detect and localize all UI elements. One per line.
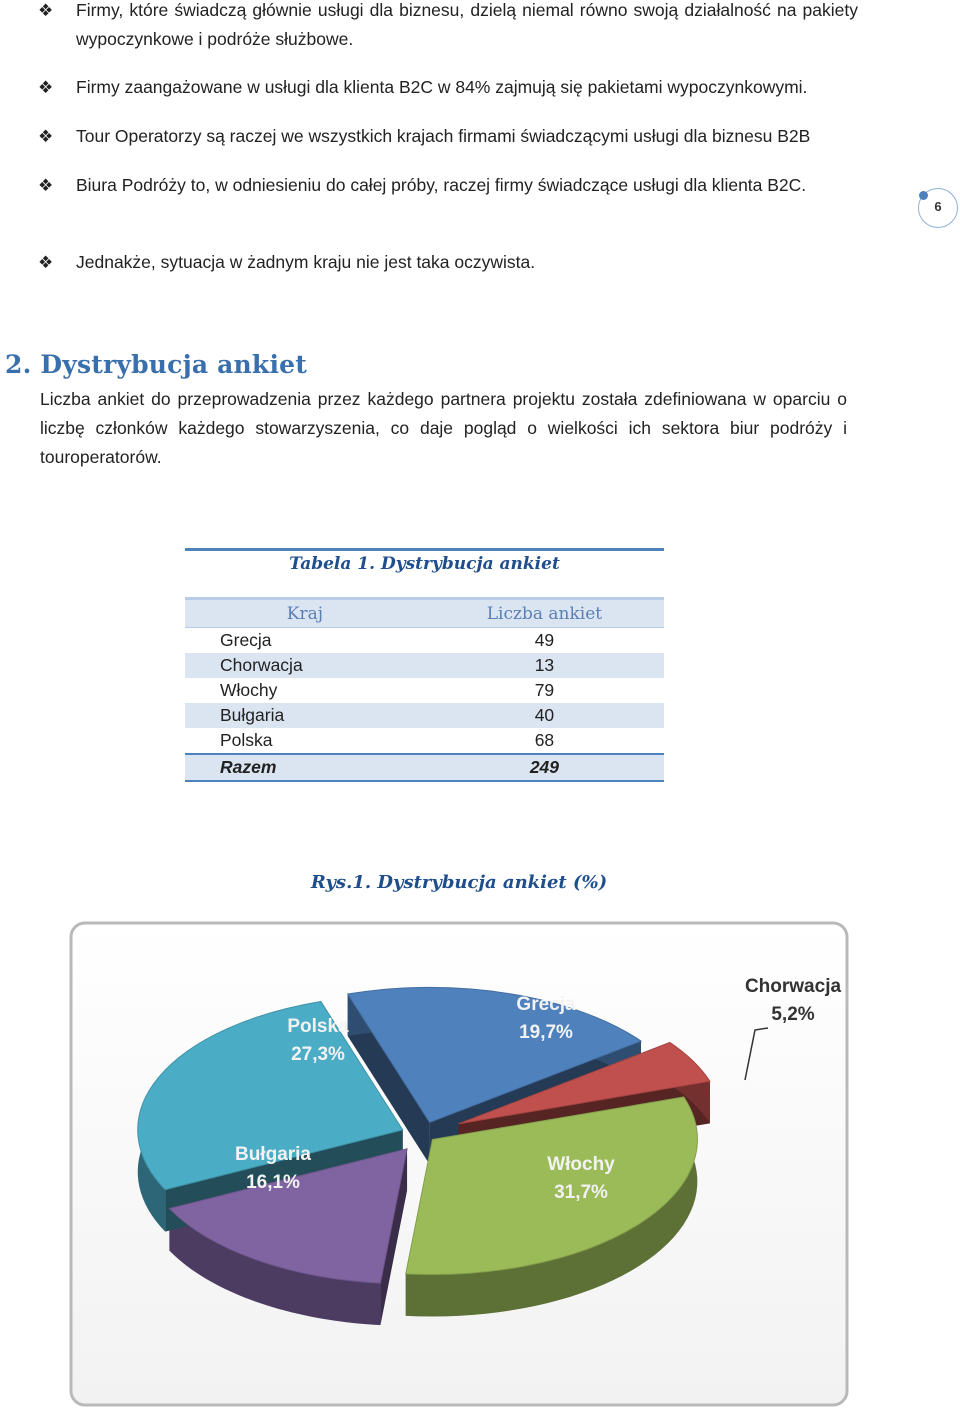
page-number: 6 <box>934 199 942 214</box>
slice-value-label: 16,1% <box>246 1172 300 1193</box>
slice-value-label: 5,2% <box>771 1004 815 1025</box>
bullet-text: Tour Operatorzy są raczej we wszystkich krajach firmami świadczącymi usługi dla biznesu B2B <box>76 126 811 146</box>
pie-chart <box>68 920 850 1408</box>
cell-count: 13 <box>425 653 664 678</box>
bullet-item <box>38 73 858 102</box>
column-header-country: Kraj <box>185 599 425 628</box>
bullet-text: Firmy zaangażowane w usługi dla klienta B2C w 84% zajmują się pakietami wypoczynkowymi. <box>76 77 808 97</box>
diamond-bullet-icon: ❖ <box>38 176 54 195</box>
table-caption: Tabela 1. Dystrybucja ankiet <box>289 554 560 574</box>
cell-country: Grecja <box>220 630 272 650</box>
page-badge-dot-icon <box>919 191 928 200</box>
section-heading: 2. Dystrybucja ankiet <box>5 350 308 379</box>
slice-label: Chorwacja <box>744 976 842 997</box>
table-row <box>185 728 664 754</box>
slice-value-label: 19,7% <box>519 1022 573 1043</box>
cell-count: 49 <box>534 630 555 650</box>
bullet-item <box>38 122 858 151</box>
section-paragraph: Liczba ankiet do przeprowadzenia przez każdego partnera projektu została zdefiniowana w oparciu o liczbę członków każdego stowarzyszenia, co daje pogląd o wielkości ich sektora biur podróży i touroperatorów. <box>40 389 847 467</box>
slice-label: Bułgaria <box>234 1144 312 1165</box>
table-row <box>185 703 664 728</box>
slice-value-label: 31,7% <box>554 1182 608 1203</box>
diamond-bullet-icon: ❖ <box>38 78 54 97</box>
table-row <box>185 678 664 703</box>
bullet-text: Biura Podróży to, w odniesieniu do całej próby, raczej firmy świadczące usługi dla klienta B2C. <box>76 175 807 195</box>
cell-country: Polska <box>220 730 273 750</box>
survey-table <box>185 548 664 782</box>
bullet-text: Firmy, które świadczą głównie usługi dla biznesu, dzielą niemal równo swoją działalność na pakiety wypoczynkowe i podróże służbowe. <box>76 0 858 49</box>
page-number-badge <box>918 188 958 228</box>
slice-value-label: 27,3% <box>291 1044 345 1065</box>
table-row <box>185 628 664 654</box>
pie-chart-frame <box>68 920 850 1408</box>
bullet-text: Jednakże, sytuacja w żadnym kraju nie jest taka oczywista. <box>76 252 536 272</box>
bullet-item <box>38 0 858 54</box>
cell-country: Chorwacja <box>185 653 425 678</box>
slice-label: Polska <box>287 1016 349 1037</box>
slice-label: Grecja <box>516 994 576 1015</box>
cell-total-label: Razem <box>185 754 425 781</box>
column-header-count: Liczba ankiet <box>425 599 664 628</box>
diamond-bullet-icon: ❖ <box>38 1 54 20</box>
data-table <box>185 597 664 782</box>
cell-count: 68 <box>534 730 555 750</box>
table-row <box>185 653 664 678</box>
diamond-bullet-icon: ❖ <box>38 127 54 146</box>
bullet-item <box>38 171 858 229</box>
bullet-item <box>38 248 858 277</box>
cell-count: 79 <box>534 680 555 700</box>
cell-country: Włochy <box>220 680 278 700</box>
slice-label: Włochy <box>547 1154 615 1175</box>
cell-count: 40 <box>425 703 664 728</box>
cell-total-count: 249 <box>425 754 664 781</box>
diamond-bullet-icon: ❖ <box>38 253 54 272</box>
table-total-row <box>185 754 664 781</box>
figure-caption: Rys.1. Dystrybucja ankiet (%) <box>310 872 608 893</box>
cell-country: Bułgaria <box>185 703 425 728</box>
